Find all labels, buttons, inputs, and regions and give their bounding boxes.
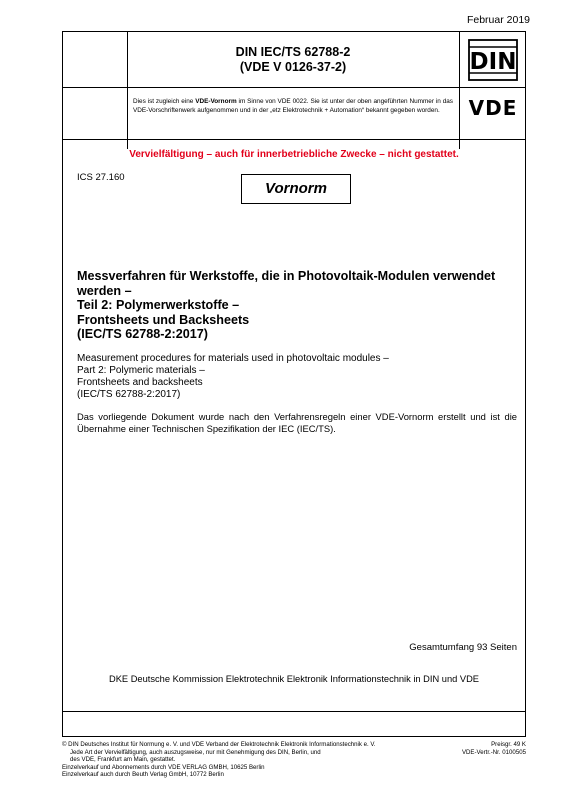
footer-copyright <box>62 741 402 779</box>
english-title-line: (IEC/TS 62788-2:2017) <box>77 389 181 400</box>
german-title-line: werden – <box>77 283 132 298</box>
document-type-badge: Vornorm <box>241 174 351 204</box>
english-title-line: Measurement procedures for materials used in photovoltaic modules – <box>77 353 389 364</box>
footer-line: Einzelverkauf und Abonnements durch VDE VERLAG GMBH, 10625 Berlin <box>62 763 265 771</box>
footer-price <box>462 741 526 756</box>
frame-divider-bottom <box>63 711 525 712</box>
title-page-frame <box>62 31 526 737</box>
din-logo <box>459 39 527 89</box>
german-title-line: Teil 2: Polymerwerkstoffe – <box>77 298 240 313</box>
german-title-line: Frontsheets und Backsheets <box>77 312 250 327</box>
din-logo-text: DIN <box>469 49 517 75</box>
english-title-line: Frontsheets and backsheets <box>77 377 203 388</box>
frame-divider-note <box>63 139 525 140</box>
ics-code: ICS 27.160 <box>77 172 125 183</box>
copy-warning: Vervielfältigung – auch für innerbetriebliche Zwecke – nicht gestattet. <box>129 149 459 160</box>
price-group: Preisgr. 49 K <box>491 741 526 748</box>
english-title-line: Part 2: Polymeric materials – <box>77 365 205 376</box>
footer-line: Einzelverkauf auch durch Beuth Verlag GmbH, 10772 Berlin <box>62 771 224 778</box>
frame-divider-header <box>63 87 525 88</box>
german-title <box>77 269 517 342</box>
din-logo-icon <box>468 39 518 81</box>
german-title-line: Messverfahren für Werkstoffe, die in Photovoltaik-Modulen verwendet <box>77 269 496 283</box>
footer-line: Jede Art der Vervielfältigung, auch auszugsweise, nur mit Genehmigung des DIN, Berlin, und <box>70 748 321 756</box>
order-number: VDE-Vertr.-Nr. 0100505 <box>461 748 526 756</box>
vde-logo: VDE <box>468 96 518 120</box>
dke-line: DKE Deutsche Kommission Elektrotechnik Elektronik Informationstechnik in DIN und VDE <box>109 674 479 684</box>
publication-date: Februar 2019 <box>466 14 530 26</box>
vde-note: Dies ist zugleich eine VDE-Vornorm im Sinne von VDE 0022. Sie ist unter der oben angeführten Nummer in das VDE-Vorschriftenwerk aufgenommen und in der „etz Elektrotechnik + Automation“ bekannt gegeben worden. <box>133 98 453 114</box>
german-title-line: (IEC/TS 62788-2:2017) <box>77 327 208 342</box>
total-pages: Gesamtumfang 93 Seiten <box>409 642 517 653</box>
intro-paragraph: Das vorliegende Dokument wurde nach den Verfahrensregeln einer VDE-Vornorm erstellt und ist die Übernahme einer Technischen Spezifikation der IEC (IEC/TS). <box>77 411 517 434</box>
english-title <box>77 353 517 401</box>
footer-line: © DIN Deutsches Institut für Normung e. V. und VDE Verband der Elektrotechnik Elektronik Informationstechnik e. V. <box>62 741 376 748</box>
vde-number: (VDE V 0126-37-2) <box>239 60 347 74</box>
standard-number: DIN IEC/TS 62788-2 <box>235 45 351 59</box>
footer-line: des VDE, Frankfurt am Main, gestattet. <box>70 756 176 763</box>
standard-title <box>127 45 459 75</box>
